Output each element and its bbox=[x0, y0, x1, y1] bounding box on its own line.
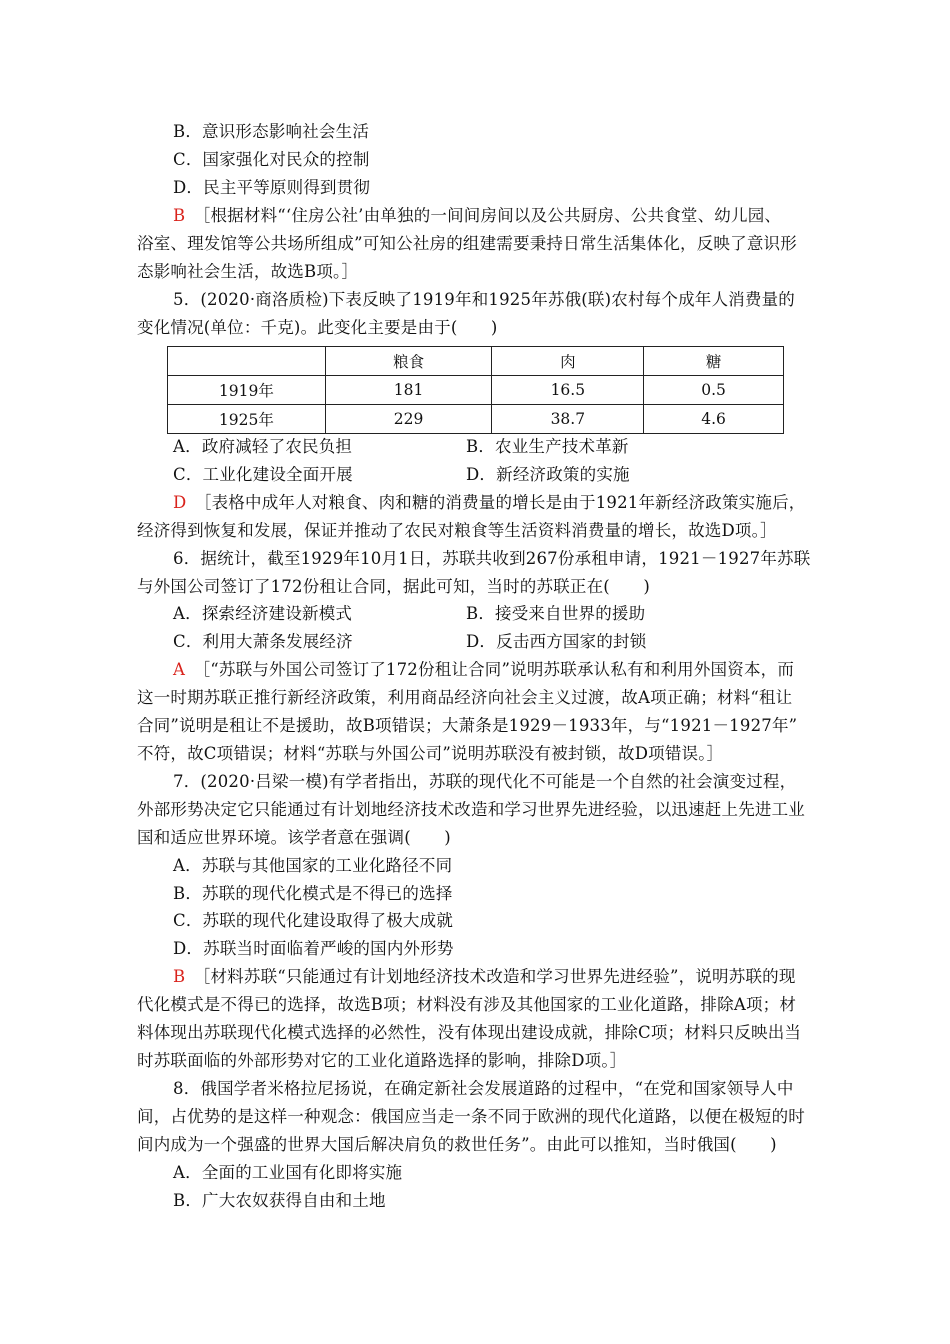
q6-answer: A bbox=[173, 660, 186, 679]
q7-option-b: B．苏联的现代化模式是不得已的选择 bbox=[173, 884, 453, 903]
q5-stem-line-1: 5．(2020·商洛质检)下表反映了1919年和1925年苏俄(联)农村每个成年人消费量的 bbox=[173, 290, 795, 309]
table-cell: 1925年 bbox=[168, 405, 326, 434]
table-cell: 0.5 bbox=[644, 376, 784, 405]
table-header-cell bbox=[168, 347, 326, 376]
q4-explanation-line-1: B ［根据材料“‘住房公社’由单独的一间间房间以及公共厨房、公共食堂、幼儿园、 bbox=[173, 206, 782, 225]
q8-stem-line-2: 间，占优势的是这样一种观念：俄国应当走一条不同于欧洲的现代化道路，以便在极短的时 bbox=[137, 1107, 805, 1126]
table-cell: 1919年 bbox=[168, 376, 326, 405]
q6-option-a: A．探索经济建设新模式 bbox=[173, 604, 353, 623]
q7-explanation-line-2: 代化模式是不得已的选择，故选B项；材料没有涉及其他国家的工业化道路，排除A项；材 bbox=[137, 995, 797, 1014]
table-header-row bbox=[168, 347, 784, 376]
q6-explanation-line-2: 这一时期苏联正推行新经济政策，利用商品经济向社会主义过渡，故A项正确；材料“租让 bbox=[137, 688, 793, 707]
q6-explanation-line-3: 合同”说明是租让不是援助，故B项错误；大萧条是1929－1933年，与“1921－1927年” bbox=[137, 716, 798, 735]
q7-answer: B bbox=[173, 967, 186, 986]
q7-stem-line-3: 国和适应世界环境。该学者意在强调( ) bbox=[137, 828, 451, 847]
q8-stem-line-1: 8．俄国学者米格拉尼扬说，在确定新社会发展道路的过程中，“在党和国家领导人中 bbox=[173, 1079, 794, 1098]
q6-explanation-line-4: 不符，故C项错误；材料“苏联与外国公司”说明苏联没有被封锁，故D项错误。］ bbox=[137, 744, 724, 763]
q6-stem-line-2: 与外国公司签订了172份租让合同，据此可知，当时的苏联正在( ) bbox=[137, 577, 650, 596]
q5-option-c: C．工业化建设全面开展 bbox=[173, 465, 353, 484]
q4-explanation-line-3: 态影响社会生活，故选B项。］ bbox=[137, 262, 359, 281]
q7-stem-line-1: 7．(2020·吕梁一模)有学者指出，苏联的现代化不可能是一个自然的社会演变过程， bbox=[173, 772, 797, 791]
q7-explanation-line-4: 时苏联面临的外部形势对它的工业化道路选择的影响，排除D项。］ bbox=[137, 1051, 627, 1070]
q5-consumption-table bbox=[167, 346, 784, 434]
q4-option-b: B．意识形态影响社会生活 bbox=[173, 122, 370, 141]
q8-stem-line-3: 间内成为一个强盛的世界大国后解决肩负的救世任务”。由此可以推知，当时俄国( ) bbox=[137, 1135, 777, 1154]
q5-option-d: D．新经济政策的实施 bbox=[466, 465, 630, 484]
q7-option-c: C．苏联的现代化建设取得了极大成就 bbox=[173, 911, 454, 930]
q6-explanation-line-1: A ［“苏联与外国公司签订了172份租让合同”说明苏联承认私有和利用外国资本，而 bbox=[173, 660, 795, 679]
q6-stem-line-1: 6．据统计，截至1929年10月1日，苏联共收到267份承租申请，1921－1927年苏联 bbox=[173, 549, 811, 568]
q8-option-a: A．全面的工业国有化即将实施 bbox=[173, 1163, 403, 1182]
table-header-cell: 肉 bbox=[492, 347, 644, 376]
table-cell: 16.5 bbox=[492, 376, 644, 405]
q6-option-c: C．利用大萧条发展经济 bbox=[173, 632, 353, 651]
q4-explanation-line-2: 浴室、理发馆等公共场所组成”可知公社房的组建需要秉持日常生活集体化，反映了意识形 bbox=[137, 234, 797, 253]
table-cell: 229 bbox=[325, 405, 492, 434]
q7-explanation-line-3: 料体现出苏联现代化模式选择的必然性，没有体现出建设成就，排除C项；材料只反映出当 bbox=[137, 1023, 802, 1042]
q5-option-b: B．农业生产技术革新 bbox=[466, 437, 629, 456]
q4-option-c: C．国家强化对民众的控制 bbox=[173, 150, 370, 169]
q5-explanation-line-2: 经济得到恢复和发展，保证并推动了农民对粮食等生活资料消费量的增长，故选D项。］ bbox=[137, 521, 777, 540]
q7-stem-line-2: 外部形势决定它只能通过有计划地经济技术改造和学习世界先进经验，以迅速赶上先进工业 bbox=[137, 800, 805, 819]
table-row bbox=[168, 376, 784, 405]
q6-option-d: D．反击西方国家的封锁 bbox=[466, 632, 647, 651]
table-header-cell: 粮食 bbox=[325, 347, 492, 376]
q4-answer: B bbox=[173, 206, 186, 225]
q5-stem-line-2: 变化情况(单位：千克)。此变化主要是由于( ) bbox=[137, 318, 498, 337]
table-cell: 38.7 bbox=[492, 405, 644, 434]
q7-option-d: D．苏联当时面临着严峻的国内外形势 bbox=[173, 939, 454, 958]
q5-explanation-line-1: D ［表格中成年人对粮食、肉和糖的消费量的增长是由于1921年新经济政策实施后， bbox=[173, 493, 806, 512]
table-row bbox=[168, 405, 784, 434]
q7-explanation-line-1: B ［材料苏联“只能通过有计划地经济技术改造和学习世界先进经验”，说明苏联的现 bbox=[173, 967, 796, 986]
table-cell: 181 bbox=[325, 376, 492, 405]
q4-option-d: D．民主平等原则得到贯彻 bbox=[173, 178, 371, 197]
q6-option-b: B．接受来自世界的援助 bbox=[466, 604, 646, 623]
q5-option-a: A．政府减轻了农民负担 bbox=[173, 437, 353, 456]
q7-option-a: A．苏联与其他国家的工业化路径不同 bbox=[173, 856, 453, 875]
table-header-cell: 糖 bbox=[644, 347, 784, 376]
table-cell: 4.6 bbox=[644, 405, 784, 434]
q5-answer: D bbox=[173, 493, 187, 512]
q8-option-b: B．广大农奴获得自由和土地 bbox=[173, 1191, 386, 1210]
